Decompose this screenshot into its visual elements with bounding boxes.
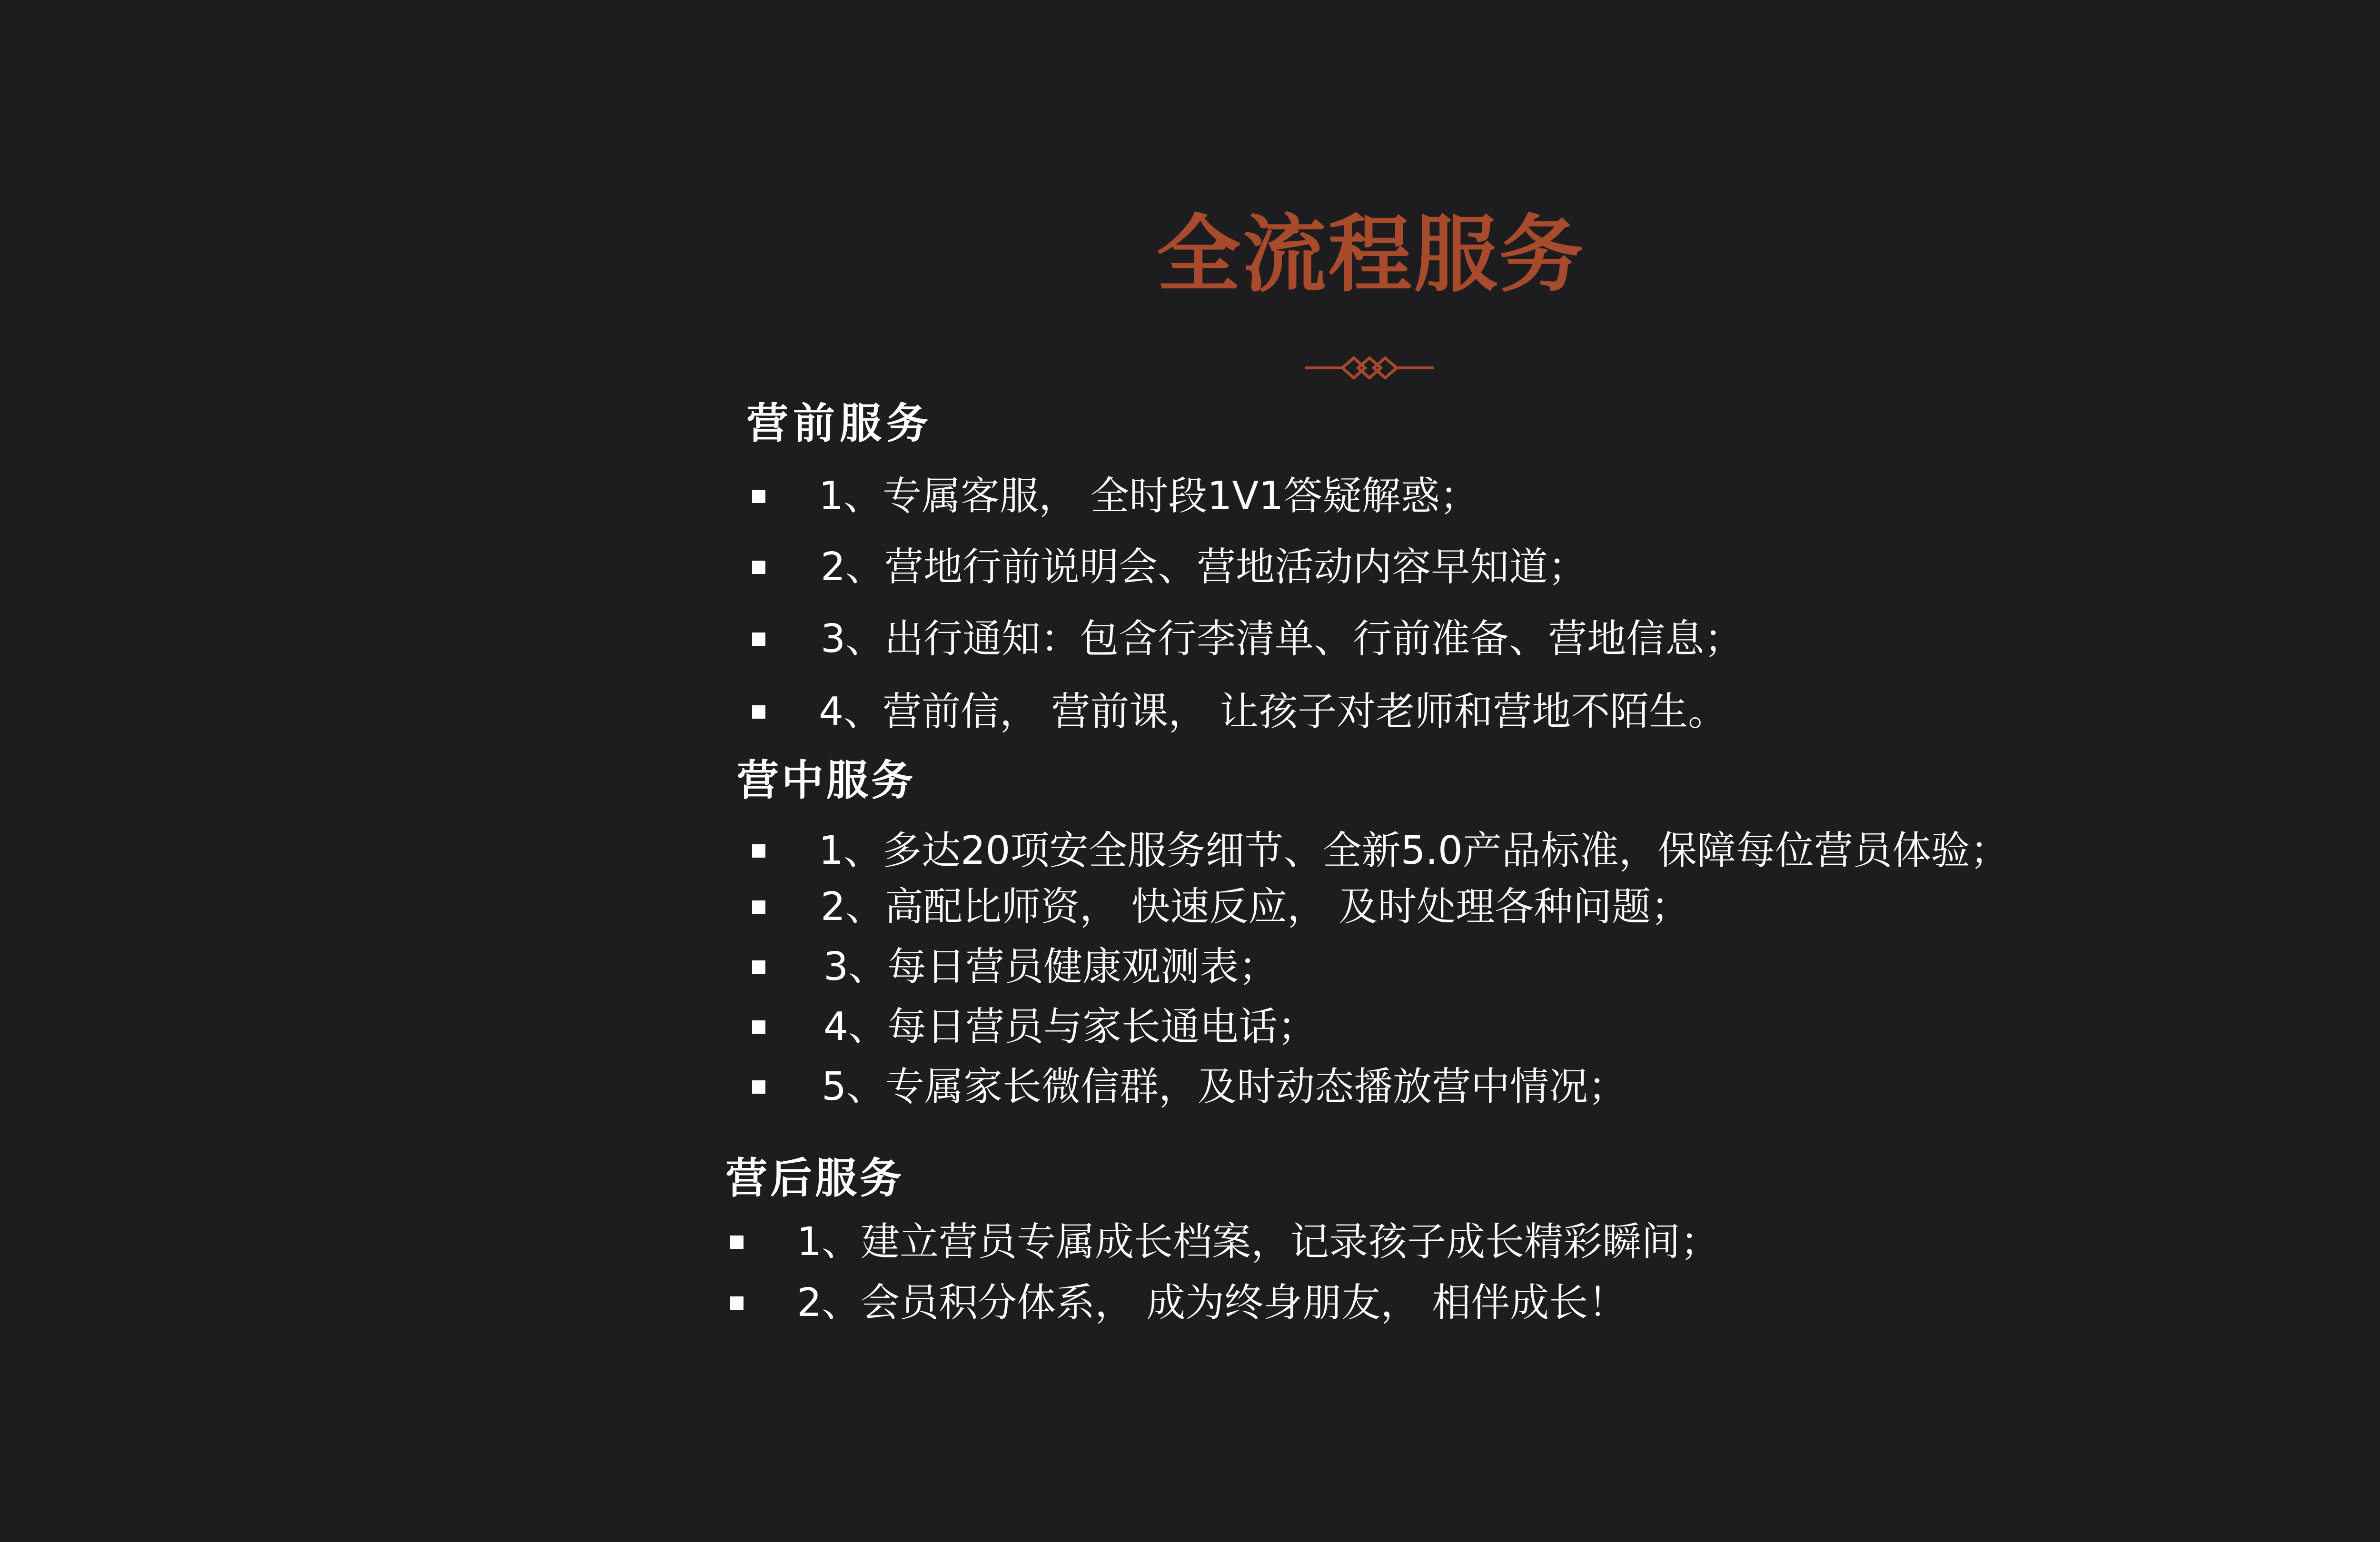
square-bullet-icon [730,1236,744,1249]
list-item-text: 1、多达20项安全服务细节、全新5.0产品标准，保障每位营员体验； [819,828,2009,873]
list-item-text: 4、营前信， 营前课， 让孩子对老师和营地不陌生。 [819,689,1727,734]
list-item-text: 3、出行通知：包含行李清单、行前准备、营地信息； [821,616,1744,662]
square-bullet-icon [752,960,765,974]
square-bullet-icon [752,705,765,719]
square-bullet-icon [752,633,765,646]
square-bullet-icon [752,844,765,858]
page-title: 全流程服务 [1156,206,1585,304]
square-bullet-icon [752,900,765,914]
square-bullet-icon [752,1020,765,1034]
section-heading-pre-camp: 营前服务 [746,399,933,448]
list-item-text: 2、会员积分体系， 成为终身朋友， 相伴成长！ [797,1280,1627,1325]
list-item-text: 5、专属家长微信群，及时动态播放营中情况； [822,1064,1627,1109]
square-bullet-icon [752,561,765,574]
section-heading-in-camp: 营中服务 [737,756,916,805]
square-bullet-icon [752,490,765,503]
list-item-text: 1、专属客服， 全时段1V1答疑解惑； [819,474,1479,519]
square-bullet-icon [752,1080,765,1094]
list-item-text: 4、每日营员与家长通电话； [823,1004,1317,1049]
square-bullet-icon [730,1296,744,1310]
list-item-text: 2、营地行前说明会、营地活动内容早知道； [821,544,1587,590]
list-item-text: 3、每日营员健康观测表； [823,944,1278,989]
section-heading-post-camp: 营后服务 [725,1154,905,1203]
list-item-text: 1、建立营员专属成长档案，记录孩子成长精彩瞬间； [797,1219,1720,1265]
diamond-chain-divider-icon [1305,352,1434,384]
list-item-text: 2、高配比师资， 快速反应， 及时处理各种问题； [821,884,1690,929]
